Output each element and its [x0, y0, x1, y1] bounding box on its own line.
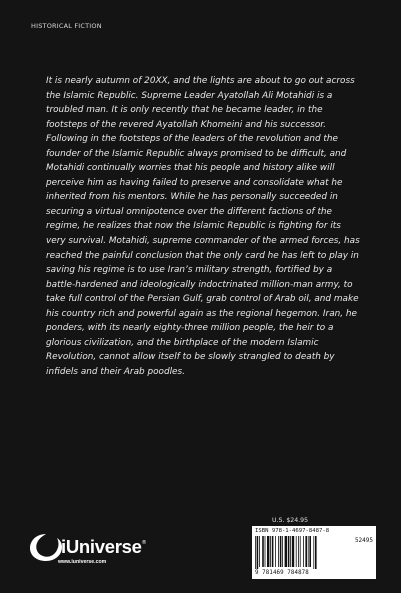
synopsis-text: It is nearly autumn of 20XX, and the lights are about to go out across the Islamic Republic. Supreme Leader Ayatollah Ali Motahidi is a troubled man. It is only recently that he became leader, in the footsteps of the revered Ayatollah Khomeini and his successor. Following in the footsteps of the leaders of the revolution and the founder of the Islamic Republic always promised to be difficult, and Motahidi continually worries that his people and history alike will perceive him as having failed to preserve and consolidate what he inherited from his mentors. While he has personally succeeded in securing a virtual omnipotence over the different factions of the regime, he realizes that now the Islamic Republic is fighting for its very survival. Motahidi, supreme commander of the armed forces, has reached the painful conclusion that the only card he has left to play in saving his regime is to use Iran’s military strength, fortified by a battle-hardened and ideologically indoctrinated million-man army, to take full control of the Persian Gulf, grab control of Arab oil, and make his country rich and powerful again as the regional hegemon. Iran, he ponders, with its nearly eighty-three million people, the heir to a glorious civilization, and the birthplace of the modern Islamic Revolution, cannot allow itself to be slowly strangled to death by infidels and their Arab poodles.: [46, 76, 360, 377]
isbn-barcode: [252, 526, 376, 579]
genre-label: HISTORICAL FICTION: [31, 22, 102, 30]
isbn-text: ISBN 978-1-4697-8487-8: [255, 528, 330, 534]
price-label: U.S. $24.95: [272, 517, 309, 524]
publisher-name: iUniverse: [61, 536, 142, 557]
barcode-bars: [255, 536, 337, 569]
ean-digits: 9 781469 784878: [255, 570, 309, 576]
price-code: 52495: [354, 537, 373, 544]
iuniverse-swirl-icon: [29, 532, 63, 562]
publisher-logo: [29, 532, 147, 565]
registered-mark: ®: [141, 540, 147, 546]
publisher-url: www.iuniverse.com: [58, 559, 107, 565]
